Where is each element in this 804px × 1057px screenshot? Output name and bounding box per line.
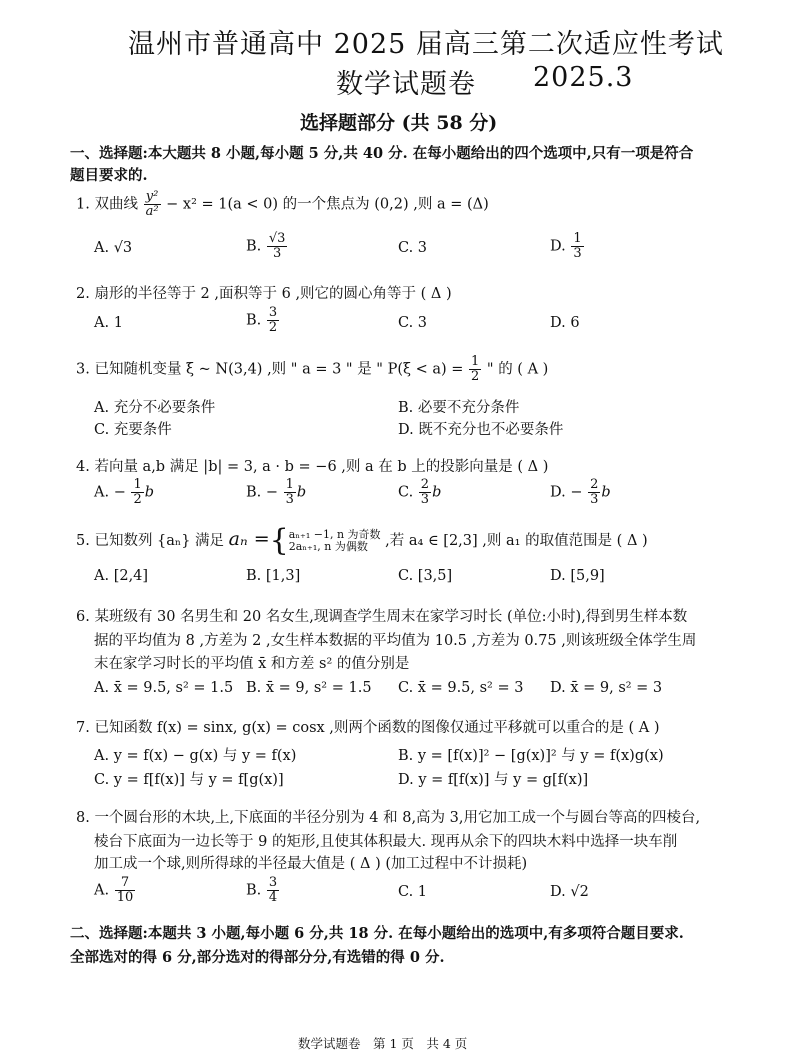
- q2-b-den: 2: [268, 320, 278, 335]
- q8-option-c: C. 1: [398, 884, 428, 900]
- question-8-line2: 棱台下底面为一边长等于 9 的矩形,且使其体积最大. 现再从余下的四块木料中选择一块车削: [94, 834, 678, 850]
- q2-b-label: B.: [246, 312, 262, 329]
- q3-option-a: A. 充分不必要条件: [94, 400, 216, 416]
- q2-option-a: A. 1: [94, 315, 123, 331]
- q1-frac-den: a²: [145, 204, 159, 219]
- q4-a-den: 2: [133, 492, 142, 507]
- exam-date: 2025.3: [533, 62, 634, 93]
- q4-d-fraction: [588, 478, 600, 507]
- q8-option-d: D. √2: [550, 884, 589, 900]
- q5-case2: 2aₙ₊₁, n 为偶数: [288, 540, 368, 553]
- q2-option-b: [246, 306, 280, 335]
- q8-a-label: A.: [94, 882, 110, 899]
- q4-option-a: [94, 478, 154, 507]
- question-3-stem: [76, 355, 548, 384]
- question-4-stem: 4. 若向量 a,b 满足 |b| = 3, a · b = −6 ,则 a 在 b 上的投影向量是 ( Δ ): [76, 459, 549, 475]
- q3-stem-left: 3. 已知随机变量 ξ ~ N(3,4) ,则 " a = 3 " 是 " P(ξ < a) =: [76, 361, 464, 378]
- q4-b-var: b: [296, 484, 307, 501]
- q4-b-num: 1: [285, 477, 294, 492]
- q4-d-label: D. −: [550, 484, 583, 501]
- q4-d-num: 2: [590, 477, 599, 492]
- q5-option-c: C. [3,5]: [398, 568, 453, 584]
- q1-d-label: D.: [550, 238, 566, 255]
- q5-option-b: B. [1,3]: [246, 568, 301, 584]
- q3-stem-right: " 的 ( A ): [486, 361, 549, 378]
- q5-cases: [289, 529, 381, 553]
- q5-an: aₙ =: [228, 528, 270, 550]
- part2-intro-line1: 二、选择题:本题共 3 小题,每小题 6 分,共 18 分. 在每小题给出的选项中,有多项符合题目要求.: [70, 925, 684, 942]
- q3-option-c: C. 充要条件: [94, 422, 172, 438]
- paper-title: 数学试题卷: [336, 69, 476, 100]
- q5-prefix: 5. 已知数列 {aₙ} 满足: [76, 533, 225, 549]
- q1-frac-num: y²: [144, 190, 161, 205]
- q1-option-c: C. 3: [398, 240, 428, 256]
- q8-a-den: 10: [116, 890, 134, 905]
- q3-option-d: D. 既不充分也不必要条件: [398, 422, 564, 438]
- q2-option-d: D. 6: [550, 315, 580, 331]
- q4-option-d: [550, 478, 611, 507]
- q1-b-fraction: [267, 232, 288, 261]
- question-5-stem: [76, 523, 648, 558]
- q4-c-fraction: [419, 478, 431, 507]
- q5-option-d: D. [5,9]: [550, 568, 605, 584]
- q7-option-b: B. y = [f(x)]² − [g(x)]² 与 y = f(x)g(x): [398, 748, 664, 764]
- q1-option-d: [550, 232, 585, 261]
- section-heading: 选择题部分 (共 58 分): [300, 112, 498, 134]
- q7-option-a: A. y = f(x) − g(x) 与 y = f(x): [94, 748, 297, 764]
- q6-option-b: B. x̄ = 9, s² = 1.5: [246, 680, 372, 696]
- q4-d-var: b: [601, 484, 611, 501]
- question-2-stem: 2. 扇形的半径等于 2 ,面积等于 6 ,则它的圆心角等于 ( Δ ): [76, 286, 452, 302]
- q1-rest: − x² = 1(a < 0) 的一个焦点为 (0,2) ,则 a = (Δ): [166, 196, 489, 213]
- q1-option-a: A. √3: [94, 240, 133, 256]
- q4-b-fraction: [284, 478, 296, 507]
- q4-c-num: 2: [420, 477, 430, 492]
- q4-c-label: C.: [398, 484, 414, 501]
- exam-title: 温州市普通高中 2025 届高三第二次适应性考试: [128, 29, 724, 60]
- q2-b-num: 3: [268, 305, 278, 320]
- q8-b-num: 3: [268, 875, 278, 890]
- q5-rest: ,若 a₄ ∈ [2,3] ,则 a₁ 的取值范围是 ( Δ ): [385, 533, 648, 549]
- q4-a-fraction: [131, 478, 143, 507]
- q8-option-a: [94, 876, 136, 905]
- question-6-line1: 6. 某班级有 30 名男生和 20 名女生,现调查学生周末在家学习时长 (单位:小时),得到男生样本数: [76, 609, 688, 625]
- q3-frac-num: 1: [471, 354, 480, 369]
- q4-d-den: 3: [590, 492, 599, 507]
- q3-frac-den: 2: [471, 369, 480, 384]
- q2-b-fraction: [267, 306, 279, 335]
- q4-b-label: B. −: [246, 484, 279, 501]
- q4-a-label: A. −: [94, 484, 126, 501]
- q1-option-b: [246, 232, 288, 261]
- q6-option-d: D. x̄ = 9, s² = 3: [550, 680, 663, 696]
- question-7-stem: 7. 已知函数 f(x) = sinx, g(x) = cosx ,则两个函数的图像仅通过平移就可以重合的是 ( A ): [76, 720, 660, 736]
- q4-option-c: [398, 478, 441, 507]
- q4-b-den: 3: [285, 492, 294, 507]
- q1-prefix: 1. 双曲线: [76, 196, 138, 213]
- q8-b-label: B.: [246, 882, 262, 899]
- q8-a-fraction: [115, 876, 136, 905]
- part2-intro-line2: 全部选对的得 6 分,部分选对的得部分分,有选错的得 0 分.: [70, 949, 445, 966]
- q6-option-a: A. x̄ = 9.5, s² = 1.5: [94, 680, 234, 696]
- q2-option-c: C. 3: [398, 315, 428, 331]
- q6-option-c: C. x̄ = 9.5, s² = 3: [398, 680, 524, 696]
- q5-brace: {: [269, 523, 289, 558]
- q1-b-den: 3: [273, 246, 282, 261]
- q4-a-var: b: [144, 484, 155, 501]
- q1-d-den: 3: [573, 246, 582, 261]
- part1-intro-line1: 一、选择题:本大题共 8 小题,每小题 5 分,共 40 分. 在每小题给出的四个选项中,只有一项是符合: [70, 145, 694, 162]
- q4-option-b: [246, 478, 306, 507]
- page-footer: 数学试题卷 第 1 页 共 4 页: [298, 1036, 468, 1051]
- q1-d-num: 1: [573, 231, 582, 246]
- q3-option-b: B. 必要不充分条件: [398, 400, 520, 416]
- q1-fraction: [144, 190, 161, 219]
- question-8-line3: 加工成一个球,则所得球的半径最大值是 ( Δ ) (加工过程中不计损耗): [94, 856, 528, 872]
- part1-intro-line2: 题目要求的.: [70, 167, 148, 184]
- q8-b-den: 4: [268, 890, 278, 905]
- question-6-line2: 据的平均值为 8 ,方差为 2 ,女生样本数据的平均值为 10.5 ,方差为 0.75 ,则该班级全体学生周: [94, 633, 697, 649]
- q8-option-b: [246, 876, 280, 905]
- q8-b-fraction: [267, 876, 279, 905]
- q1-d-fraction: [571, 232, 583, 261]
- q7-option-c: C. y = f[f(x)] 与 y = f[g(x)]: [94, 772, 284, 788]
- question-8-line1: 8. 一个圆台形的木块,上,下底面的半径分别为 4 和 8,高为 3,用它加工成一个与圆台等高的四棱台,: [76, 810, 701, 826]
- q3-fraction: [469, 355, 481, 384]
- q7-option-d: D. y = f[f(x)] 与 y = g[f(x)]: [398, 772, 589, 788]
- q1-b-label: B.: [246, 238, 262, 255]
- q1-b-num: √3: [268, 231, 286, 246]
- q4-c-den: 3: [420, 492, 430, 507]
- question-1-stem: [76, 190, 489, 219]
- q8-a-num: 7: [115, 876, 136, 891]
- q5-case1: aₙ₊₁ −1, n 为奇数: [288, 528, 381, 541]
- q4-c-var: b: [432, 484, 442, 501]
- q5-option-a: A. [2,4]: [94, 568, 149, 584]
- q4-a-num: 1: [133, 477, 142, 492]
- question-6-line3: 末在家学习时长的平均值 x̄ 和方差 s² 的值分别是: [94, 656, 410, 672]
